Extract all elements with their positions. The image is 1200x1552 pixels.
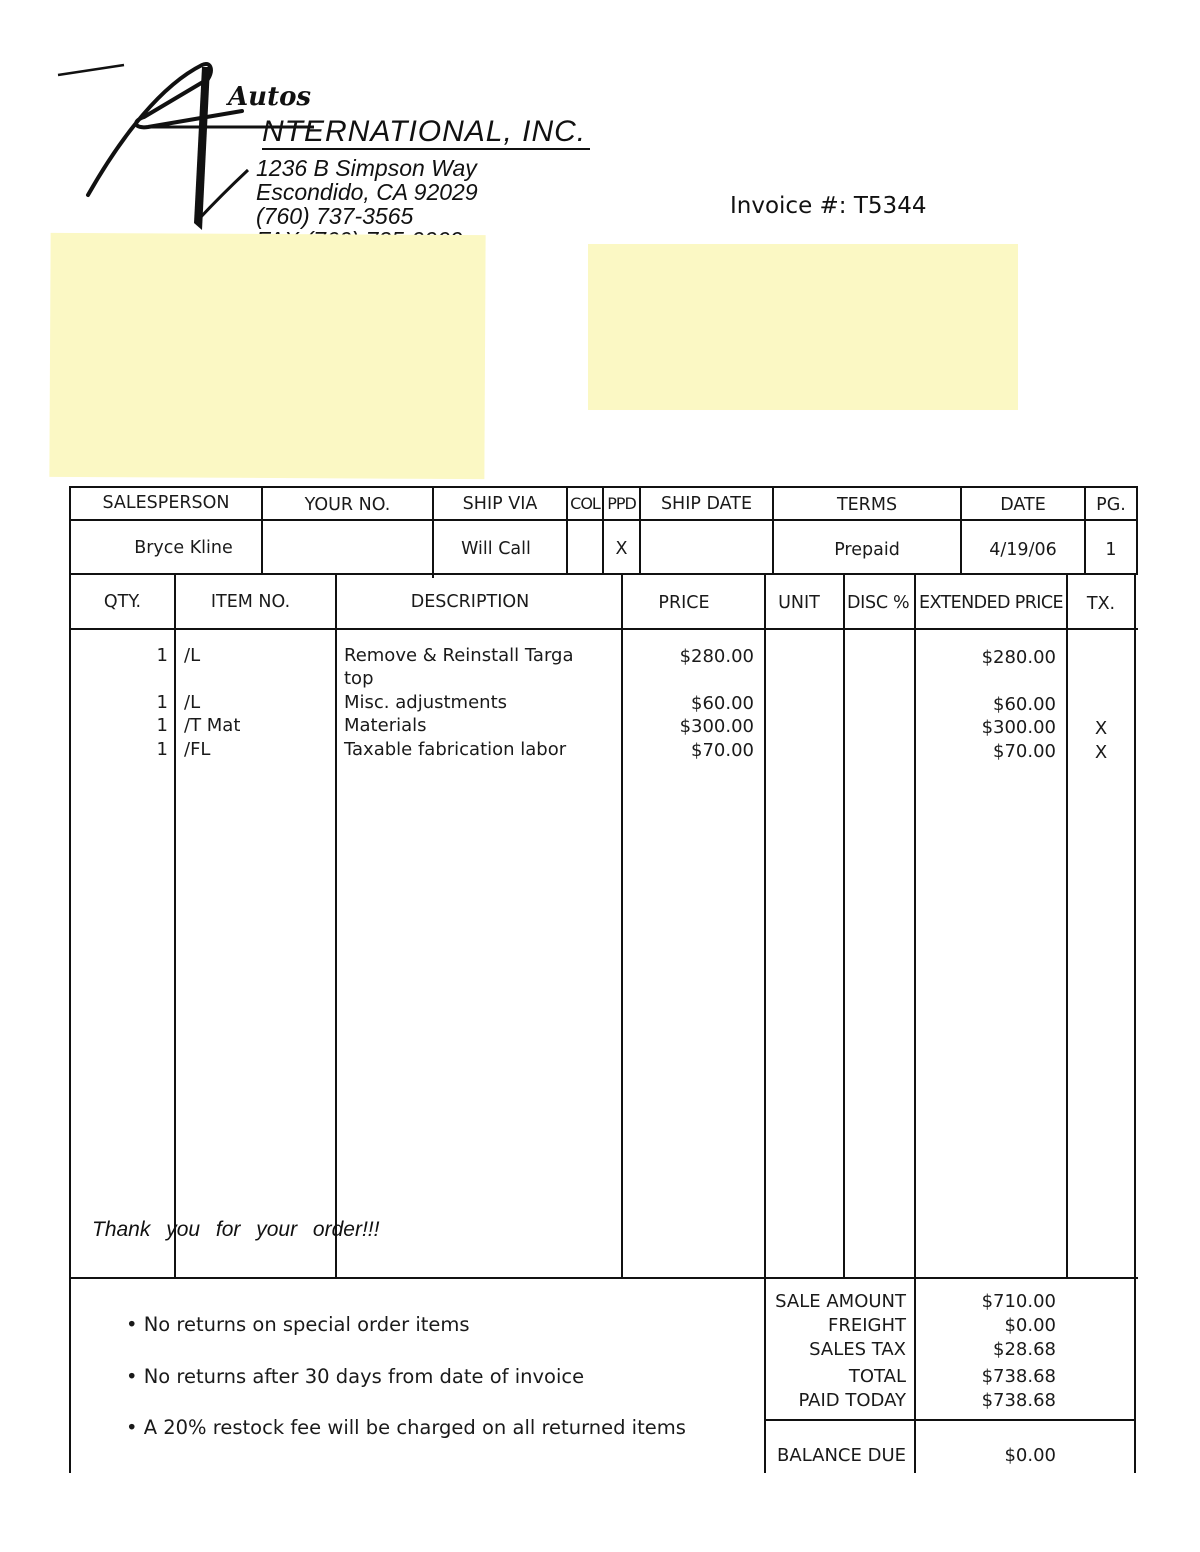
value-pg: 1 bbox=[1105, 540, 1117, 560]
company-address-line2: Escondido, CA 92029 bbox=[256, 179, 478, 205]
row4-item: /FL bbox=[184, 739, 211, 760]
total-value: $738.68 bbox=[981, 1366, 1056, 1387]
label-salesperson: SALESPERSON bbox=[102, 493, 230, 513]
policy-item: • No returns on special order items bbox=[126, 1313, 470, 1336]
row1-price: $280.00 bbox=[679, 646, 754, 667]
col-qty: QTY. bbox=[103, 592, 142, 612]
row2-desc: Misc. adjustments bbox=[344, 692, 508, 713]
col-item-no: ITEM NO. bbox=[210, 592, 291, 612]
policy-item: • No returns after 30 days from date of invoice bbox=[126, 1365, 585, 1388]
sticky-note-bill-to bbox=[49, 233, 485, 479]
invoice-number-label: Invoice #: bbox=[730, 193, 847, 219]
invoice-number bbox=[730, 193, 926, 219]
row3-desc: Materials bbox=[344, 715, 427, 736]
policy-text: No returns on special order items bbox=[143, 1313, 470, 1336]
row1-qty: 1 bbox=[156, 645, 168, 666]
row1-desc: Remove & Reinstall Targa bbox=[344, 645, 574, 666]
label-your-no: YOUR NO. bbox=[304, 495, 391, 515]
col-price: PRICE bbox=[658, 593, 710, 613]
thank-you-message: Thank you for your order!!! bbox=[92, 1218, 380, 1241]
row3-extended: $300.00 bbox=[981, 717, 1056, 738]
col-disc: DISC % bbox=[847, 593, 910, 613]
label-date: DATE bbox=[1000, 495, 1046, 515]
freight-value: $0.00 bbox=[1004, 1315, 1056, 1336]
total-label: TOTAL bbox=[848, 1366, 906, 1387]
col-tx: TX. bbox=[1086, 594, 1116, 614]
company-address-line1: 1236 B Simpson Way bbox=[256, 155, 477, 181]
policy-text: A 20% restock fee will be charged on all returned items bbox=[143, 1416, 686, 1439]
company-phone: (760) 737-3565 bbox=[256, 203, 414, 229]
value-ship-via: Will Call bbox=[461, 539, 531, 559]
policy-item: • A 20% restock fee will be charged on all returned items bbox=[126, 1416, 686, 1439]
row1-desc-cont: top bbox=[344, 668, 374, 689]
col-unit: UNIT bbox=[778, 593, 820, 613]
sales-tax-value: $28.68 bbox=[993, 1339, 1056, 1360]
label-terms: TERMS bbox=[836, 495, 898, 515]
row4-qty: 1 bbox=[156, 739, 168, 760]
policy-text: No returns after 30 days from date of invoice bbox=[143, 1365, 585, 1388]
row2-extended: $60.00 bbox=[993, 694, 1056, 715]
label-pg: PG. bbox=[1096, 495, 1126, 515]
sales-tax-label: SALES TAX bbox=[809, 1339, 906, 1360]
row2-qty: 1 bbox=[156, 692, 168, 713]
label-col: COL bbox=[570, 494, 600, 513]
row3-tx: X bbox=[1094, 718, 1108, 739]
paid-today-value: $738.68 bbox=[981, 1390, 1056, 1411]
row4-price: $70.00 bbox=[691, 740, 754, 761]
row2-price: $60.00 bbox=[691, 693, 754, 714]
label-ship-via: SHIP VIA bbox=[462, 494, 538, 514]
col-description: DESCRIPTION bbox=[410, 592, 530, 612]
value-terms: Prepaid bbox=[834, 540, 900, 560]
row2-item: /L bbox=[184, 692, 201, 713]
paid-today-label: PAID TODAY bbox=[798, 1390, 906, 1411]
row4-extended: $70.00 bbox=[993, 741, 1056, 762]
label-ship-date: SHIP DATE bbox=[660, 494, 753, 514]
value-date: 4/19/06 bbox=[989, 540, 1057, 560]
row3-item: /T Mat bbox=[184, 715, 241, 736]
sticky-note-ship-to bbox=[588, 244, 1018, 410]
company-name: NTERNATIONAL, INC. bbox=[262, 116, 590, 150]
row1-item: /L bbox=[184, 645, 201, 666]
logo-script-text: Autos bbox=[228, 82, 312, 112]
value-salesperson: Bryce Kline bbox=[134, 538, 233, 558]
freight-label: FREIGHT bbox=[827, 1315, 906, 1336]
balance-due-value: $0.00 bbox=[1004, 1445, 1056, 1466]
col-extended-price: EXTENDED PRICE bbox=[919, 593, 1063, 613]
row1-extended: $280.00 bbox=[981, 647, 1056, 668]
row3-price: $300.00 bbox=[679, 716, 754, 737]
row4-desc: Taxable fabrication labor bbox=[344, 739, 567, 760]
row4-tx: X bbox=[1094, 742, 1108, 763]
sale-amount-value: $710.00 bbox=[981, 1291, 1056, 1312]
invoice-number-value: T5344 bbox=[853, 193, 927, 219]
row3-qty: 1 bbox=[156, 715, 168, 736]
balance-due-label: BALANCE DUE bbox=[777, 1445, 906, 1466]
sale-amount-label: SALE AMOUNT bbox=[775, 1291, 906, 1312]
value-ppd: X bbox=[615, 539, 628, 559]
label-ppd: PPD bbox=[607, 494, 636, 513]
